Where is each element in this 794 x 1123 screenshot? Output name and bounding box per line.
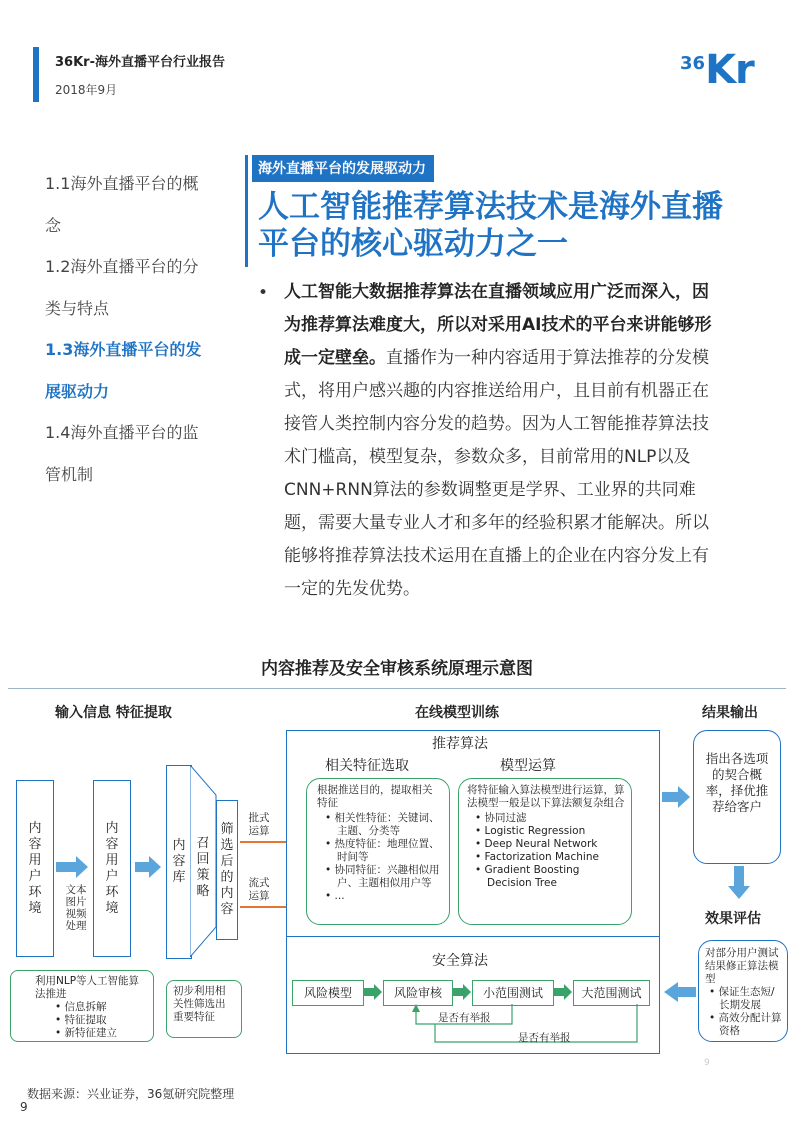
report-check-2: 是否有举报 bbox=[518, 1032, 571, 1044]
brand-logo: $^{36}$Kr bbox=[680, 47, 754, 93]
filtered-box: 筛选后的内容 bbox=[216, 800, 238, 940]
safe-arrow-1 bbox=[364, 984, 384, 1000]
training-divider bbox=[286, 936, 660, 937]
model-calc-box: 将特征输入算法模型进行运算，算法模型一般是以下算法额复杂组合 • 协同过滤 • Logistic Regression • Deep Neural Network • Factorization Machine • Gradient Boosting Decision Tree bbox=[458, 778, 632, 925]
page-number: 9 bbox=[20, 1100, 28, 1114]
batch-line bbox=[240, 841, 286, 843]
model-item: • 协同过滤 bbox=[475, 812, 527, 824]
feat-select-box: 根据推送目的，提取相关特征 • 相关性特征：关键词、主题、分类等 • 热度特征：地理位置、时间等 • 协同特征：兴趣相似用户、主题相似用户等 • ... bbox=[306, 778, 450, 925]
ghost-page-number: 9 bbox=[704, 1058, 710, 1068]
report-date: 2018年9月 bbox=[55, 83, 118, 97]
nlp-item: • 信息拆解 bbox=[55, 1001, 107, 1013]
section-paragraph bbox=[284, 276, 724, 606]
diagram-title: 内容推荐及安全审核系统原理示意图 bbox=[261, 659, 533, 679]
safe-step-risk-model: 风险模型 bbox=[292, 980, 364, 1006]
arrow-to-eval bbox=[728, 866, 750, 900]
data-source: 数据来源：兴业证券，36氪研究院整理 bbox=[27, 1087, 235, 1101]
section-title: 人工智能推荐算法技术是海外直播平台的核心驱动力之一 bbox=[258, 189, 723, 262]
section-tag: 海外直播平台的发展驱动力 bbox=[252, 155, 434, 182]
eval-item: • 保证生态短/长期发展 bbox=[709, 986, 775, 1011]
eval-box: 对部分用户测试结果修正算法模型 • 保证生态短/长期发展 • 高效分配计算资格 bbox=[698, 940, 788, 1042]
feat-select-label: 相关特征选取 bbox=[325, 758, 409, 774]
arrow-to-env2 bbox=[56, 856, 90, 878]
feat-item: • 热度特征：地理位置、时间等 bbox=[325, 838, 440, 863]
paragraph-bold: 人工智能大数据推荐算法在直播领域应用广泛而深入，因为推荐算法难度大，所以对采用AI技术的平台来讲能够形成一定壁垒。 bbox=[284, 282, 712, 368]
model-item: • Gradient Boosting Decision Tree bbox=[475, 864, 580, 889]
nlp-item: • 新特征建立 bbox=[55, 1027, 118, 1039]
toc-nav bbox=[45, 163, 220, 495]
text-media-label: 文本图片视频处理 bbox=[65, 884, 87, 932]
model-calc-label: 模型运算 bbox=[500, 758, 556, 774]
content-lib-box: 内容库 bbox=[166, 765, 192, 959]
nlp-item: • 特征提取 bbox=[55, 1014, 107, 1026]
rec-algo-label: 推荐算法 bbox=[432, 736, 488, 752]
safe-arrow-3 bbox=[554, 984, 574, 1000]
arrow-to-output bbox=[662, 786, 692, 808]
user-env-box-2: 内容用户环境 bbox=[93, 780, 131, 957]
safe-step-risk-review: 风险审核 bbox=[383, 980, 453, 1006]
batch-calc-label: 批式运算 bbox=[248, 812, 270, 837]
feat-item: • ... bbox=[325, 890, 345, 902]
header-accent-bar bbox=[33, 47, 39, 102]
feat-item: • 协同特征：兴趣相似用户、主题相似用户等 bbox=[325, 864, 440, 889]
toc-item-1-4[interactable]: 1.4海外直播平台的监 管机制 bbox=[45, 423, 199, 484]
safe-arrow-2 bbox=[453, 984, 473, 1000]
toc-item-1-3[interactable]: 1.3海外直播平台的发 展驱动力 bbox=[45, 340, 202, 401]
prelim-note-box: 初步利用相关性筛选出重要特征 bbox=[166, 980, 242, 1038]
col-input-label: 输入信息 特征提取 bbox=[55, 705, 172, 721]
recall-label: 召回策略 bbox=[196, 836, 210, 899]
eval-item: • 高效分配计算资格 bbox=[709, 1012, 782, 1037]
section-rule bbox=[245, 155, 248, 267]
col-output-label: 结果输出 bbox=[702, 705, 758, 721]
feat-item: • 相关性特征：关键词、主题、分类等 bbox=[325, 812, 440, 837]
stream-line bbox=[240, 906, 286, 908]
safe-step-large-test: 大范围测试 bbox=[573, 980, 650, 1006]
report-check-1: 是否有举报 bbox=[438, 1012, 491, 1024]
bullet-dot: • bbox=[258, 283, 269, 303]
paragraph-rest: 直播作为一种内容适用于算法推荐的分发模式，将用户感兴趣的内容推送给用户，且目前有机器正在接管人类控制内容分发的趋势。因为人工智能推荐算法技术门槛高，模型复杂，参数众多，目前常用的NLP以及CNN+RNN算法的参数调整更是学界、工业界的共同难题，需要大量专业人才和多年的经验积累才能解决。所以能够将推荐算法技术运用在直播上的企业在内容分发上有一定的先发优势。 bbox=[284, 348, 709, 599]
safe-algo-label: 安全算法 bbox=[432, 953, 488, 969]
nlp-note-box: 利用NLP等人工智能算法推进 • 信息拆解 • 特征提取 • 新特征建立 bbox=[10, 970, 154, 1042]
model-item: • Logistic Regression bbox=[475, 825, 586, 837]
user-env-box-1: 内容用户环境 bbox=[16, 780, 54, 957]
model-item: • Deep Neural Network bbox=[475, 838, 598, 850]
safe-step-small-test: 小范围测试 bbox=[472, 980, 554, 1006]
arrow-eval-back bbox=[664, 982, 696, 1002]
report-title: 36Kr-海外直播平台行业报告 bbox=[55, 55, 225, 70]
eval-title: 效果评估 bbox=[705, 911, 761, 927]
model-item: • Factorization Machine bbox=[475, 851, 599, 863]
toc-item-1-1[interactable]: 1.1海外直播平台的概 念 bbox=[45, 174, 199, 235]
col-train-label: 在线模型训练 bbox=[415, 705, 499, 721]
stream-calc-label: 流式运算 bbox=[248, 877, 270, 902]
arrow-to-lib bbox=[135, 856, 163, 878]
output-box: 指出各选项的契合概率，择优推荐给客户 bbox=[693, 730, 781, 864]
toc-item-1-2[interactable]: 1.2海外直播平台的分 类与特点 bbox=[45, 257, 199, 318]
